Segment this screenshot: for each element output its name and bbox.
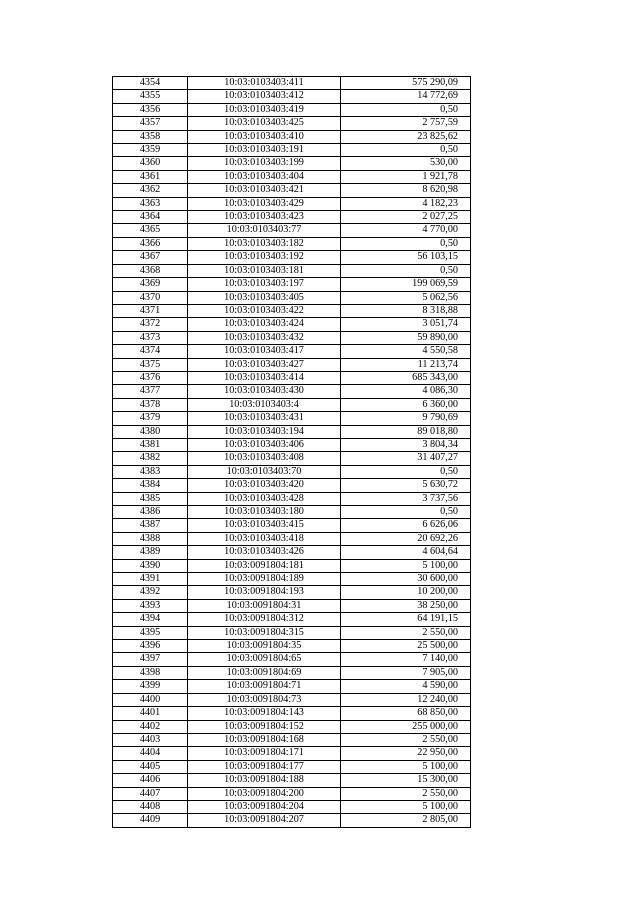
cadastral-number: 10:03:0103403:180 [188,506,341,519]
cadastral-number: 10:03:0091804:71 [188,680,341,693]
cadastral-value: 530,00 [341,157,471,170]
cadastral-number: 10:03:0103403:414 [188,371,341,384]
row-number: 4396 [113,640,188,653]
cadastral-value: 0,50 [341,264,471,277]
table-row [113,103,471,116]
row-number: 4380 [113,425,188,438]
row-number: 4402 [113,720,188,733]
row-number: 4405 [113,760,188,773]
cadastral-value: 56 103,15 [341,251,471,264]
row-number: 4378 [113,398,188,411]
row-number: 4364 [113,211,188,224]
table-row [113,666,471,679]
table-row [113,747,471,760]
cadastral-value: 5 100,00 [341,760,471,773]
row-number: 4360 [113,157,188,170]
cadastral-number: 10:03:0091804:315 [188,626,341,639]
table-row [113,613,471,626]
row-number: 4398 [113,666,188,679]
cadastral-value: 4 604,64 [341,546,471,559]
cadastral-number: 10:03:0103403:412 [188,90,341,103]
cadastral-number: 10:03:0091804:69 [188,666,341,679]
table-row [113,117,471,130]
table-row [113,693,471,706]
table-row [113,412,471,425]
cadastral-number: 10:03:0103403:428 [188,492,341,505]
cadastral-number: 10:03:0103403:194 [188,425,341,438]
cadastral-value: 7 905,00 [341,666,471,679]
cadastral-value: 2 550,00 [341,787,471,800]
table-row [113,653,471,666]
table-row [113,291,471,304]
cadastral-value: 0,50 [341,144,471,157]
table-row [113,640,471,653]
row-number: 4390 [113,559,188,572]
table-row [113,385,471,398]
row-number: 4397 [113,653,188,666]
table-row [113,492,471,505]
cadastral-number: 10:03:0103403:191 [188,144,341,157]
row-number: 4354 [113,77,188,90]
cadastral-number: 10:03:0103403:432 [188,331,341,344]
table-row [113,733,471,746]
table-row [113,197,471,210]
cadastral-value: 0,50 [341,465,471,478]
cadastral-number: 10:03:0103403:425 [188,117,341,130]
table-row [113,479,471,492]
table-row [113,157,471,170]
table-row [113,130,471,143]
cadastral-value: 7 140,00 [341,653,471,666]
row-number: 4382 [113,452,188,465]
cadastral-number: 10:03:0091804:31 [188,599,341,612]
cadastral-value: 2 805,00 [341,814,471,827]
row-number: 4362 [113,184,188,197]
cadastral-number: 10:03:0091804:207 [188,814,341,827]
row-number: 4367 [113,251,188,264]
cadastral-value: 575 290,09 [341,77,471,90]
cadastral-number: 10:03:0091804:73 [188,693,341,706]
cadastral-value: 6 626,06 [341,519,471,532]
row-number: 4379 [113,412,188,425]
row-number: 4368 [113,264,188,277]
cadastral-value: 23 825,62 [341,130,471,143]
cadastral-number: 10:03:0091804:143 [188,707,341,720]
cadastral-value: 15 300,00 [341,774,471,787]
table-row [113,170,471,183]
table-row [113,800,471,813]
cadastral-value: 2 550,00 [341,733,471,746]
table-row [113,573,471,586]
row-number: 4407 [113,787,188,800]
row-number: 4384 [113,479,188,492]
cadastral-value: 3 051,74 [341,318,471,331]
cadastral-number: 10:03:0091804:204 [188,800,341,813]
cadastral-number: 10:03:0091804:35 [188,640,341,653]
table-row [113,264,471,277]
table-row [113,787,471,800]
table-row [113,626,471,639]
cadastral-value: 12 240,00 [341,693,471,706]
cadastral-number: 10:03:0091804:181 [188,559,341,572]
row-number: 4381 [113,438,188,451]
row-number: 4400 [113,693,188,706]
table-row [113,559,471,572]
cadastral-number: 10:03:0103403:419 [188,103,341,116]
table-row [113,519,471,532]
row-number: 4399 [113,680,188,693]
table-row [113,707,471,720]
cadastral-number: 10:03:0103403:420 [188,479,341,492]
cadastral-number: 10:03:0103403:181 [188,264,341,277]
row-number: 4403 [113,733,188,746]
table-body [113,77,471,828]
row-number: 4375 [113,358,188,371]
cadastral-value: 5 630,72 [341,479,471,492]
cadastral-value: 20 692,26 [341,532,471,545]
table-row [113,760,471,773]
cadastral-number: 10:03:0091804:65 [188,653,341,666]
cadastral-value: 4 770,00 [341,224,471,237]
cadastral-number: 10:03:0091804:152 [188,720,341,733]
cadastral-number: 10:03:0103403:424 [188,318,341,331]
cadastral-value: 30 600,00 [341,573,471,586]
cadastral-value: 2 757,59 [341,117,471,130]
cadastral-value: 9 790,69 [341,412,471,425]
cadastral-number: 10:03:0103403:417 [188,345,341,358]
cadastral-value-table [112,76,471,828]
cadastral-value: 0,50 [341,103,471,116]
table-row [113,586,471,599]
row-number: 4373 [113,331,188,344]
row-number: 4369 [113,278,188,291]
cadastral-value: 4 550,58 [341,345,471,358]
cadastral-number: 10:03:0103403:427 [188,358,341,371]
cadastral-number: 10:03:0091804:177 [188,760,341,773]
cadastral-number: 10:03:0103403:431 [188,412,341,425]
cadastral-number: 10:03:0091804:168 [188,733,341,746]
cadastral-number: 10:03:0103403:421 [188,184,341,197]
cadastral-value: 25 500,00 [341,640,471,653]
table-row [113,720,471,733]
row-number: 4386 [113,506,188,519]
row-number: 4392 [113,586,188,599]
cadastral-value: 255 000,00 [341,720,471,733]
cadastral-number: 10:03:0103403:197 [188,278,341,291]
table-row [113,251,471,264]
cadastral-value: 4 182,23 [341,197,471,210]
table-row [113,90,471,103]
cadastral-value: 3 804,34 [341,438,471,451]
table-row [113,425,471,438]
table-row [113,144,471,157]
cadastral-number: 10:03:0103403:418 [188,532,341,545]
cadastral-value: 22 950,00 [341,747,471,760]
cadastral-number: 10:03:0103403:423 [188,211,341,224]
cadastral-number: 10:03:0103403:408 [188,452,341,465]
row-number: 4391 [113,573,188,586]
cadastral-value: 0,50 [341,506,471,519]
row-number: 4374 [113,345,188,358]
table-row [113,506,471,519]
cadastral-number: 10:03:0091804:188 [188,774,341,787]
cadastral-value: 10 200,00 [341,586,471,599]
table-row [113,452,471,465]
cadastral-value: 8 620,98 [341,184,471,197]
table-row [113,211,471,224]
cadastral-number: 10:03:0091804:193 [188,586,341,599]
table-row [113,398,471,411]
row-number: 4408 [113,800,188,813]
table-row [113,278,471,291]
table-row [113,345,471,358]
row-number: 4356 [113,103,188,116]
row-number: 4366 [113,237,188,250]
cadastral-number: 10:03:0091804:312 [188,613,341,626]
cadastral-value: 4 590,00 [341,680,471,693]
table-row [113,318,471,331]
row-number: 4359 [113,144,188,157]
table-row [113,814,471,827]
table-row [113,465,471,478]
row-number: 4365 [113,224,188,237]
row-number: 4363 [113,197,188,210]
cadastral-value: 31 407,27 [341,452,471,465]
cadastral-number: 10:03:0103403:192 [188,251,341,264]
table-row [113,224,471,237]
cadastral-value: 59 890,00 [341,331,471,344]
table-row [113,184,471,197]
cadastral-number: 10:03:0103403:182 [188,237,341,250]
table-row [113,331,471,344]
row-number: 4389 [113,546,188,559]
table-row [113,304,471,317]
cadastral-value: 685 343,00 [341,371,471,384]
cadastral-value: 5 100,00 [341,800,471,813]
cadastral-number: 10:03:0103403:4 [188,398,341,411]
cadastral-value: 14 772,69 [341,90,471,103]
cadastral-value: 5 100,00 [341,559,471,572]
row-number: 4401 [113,707,188,720]
cadastral-value: 11 213,74 [341,358,471,371]
table-row [113,371,471,384]
cadastral-value: 5 062,56 [341,291,471,304]
table-row [113,680,471,693]
cadastral-number: 10:03:0103403:410 [188,130,341,143]
cadastral-value: 199 069,59 [341,278,471,291]
row-number: 4385 [113,492,188,505]
cadastral-value: 2 550,00 [341,626,471,639]
cadastral-value: 89 018,80 [341,425,471,438]
cadastral-number: 10:03:0091804:200 [188,787,341,800]
table-row [113,532,471,545]
cadastral-number: 10:03:0103403:404 [188,170,341,183]
row-number: 4394 [113,613,188,626]
cadastral-value: 0,50 [341,237,471,250]
cadastral-value: 6 360,00 [341,398,471,411]
row-number: 4406 [113,774,188,787]
cadastral-number: 10:03:0103403:415 [188,519,341,532]
table-row [113,599,471,612]
table-row [113,774,471,787]
table-row [113,546,471,559]
cadastral-number: 10:03:0091804:171 [188,747,341,760]
cadastral-number: 10:03:0103403:406 [188,438,341,451]
row-number: 4358 [113,130,188,143]
table-row [113,358,471,371]
cadastral-number: 10:03:0091804:189 [188,573,341,586]
row-number: 4377 [113,385,188,398]
cadastral-number: 10:03:0103403:70 [188,465,341,478]
row-number: 4393 [113,599,188,612]
cadastral-number: 10:03:0103403:411 [188,77,341,90]
row-number: 4387 [113,519,188,532]
table-row [113,438,471,451]
table-row [113,237,471,250]
cadastral-number: 10:03:0103403:422 [188,304,341,317]
cadastral-number: 10:03:0103403:199 [188,157,341,170]
cadastral-number: 10:03:0103403:430 [188,385,341,398]
cadastral-number: 10:03:0103403:77 [188,224,341,237]
table-row [113,77,471,90]
row-number: 4404 [113,747,188,760]
cadastral-value: 4 086,30 [341,385,471,398]
cadastral-value: 1 921,78 [341,170,471,183]
row-number: 4355 [113,90,188,103]
cadastral-value: 64 191,15 [341,613,471,626]
cadastral-value: 68 850,00 [341,707,471,720]
cadastral-value: 38 250,00 [341,599,471,612]
row-number: 4409 [113,814,188,827]
cadastral-value: 3 737,56 [341,492,471,505]
row-number: 4361 [113,170,188,183]
row-number: 4376 [113,371,188,384]
row-number: 4395 [113,626,188,639]
row-number: 4388 [113,532,188,545]
row-number: 4357 [113,117,188,130]
cadastral-number: 10:03:0103403:405 [188,291,341,304]
row-number: 4372 [113,318,188,331]
cadastral-value: 8 318,88 [341,304,471,317]
row-number: 4383 [113,465,188,478]
row-number: 4371 [113,304,188,317]
row-number: 4370 [113,291,188,304]
cadastral-number: 10:03:0103403:429 [188,197,341,210]
cadastral-value: 2 027,25 [341,211,471,224]
cadastral-number: 10:03:0103403:426 [188,546,341,559]
